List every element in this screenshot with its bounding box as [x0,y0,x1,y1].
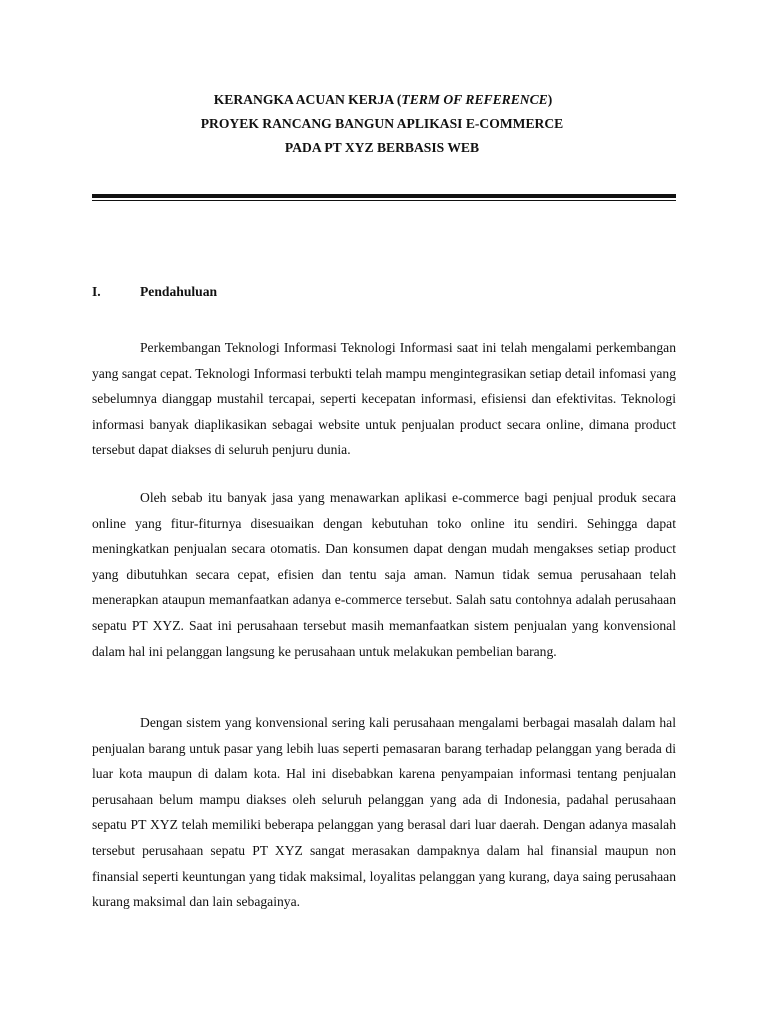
paragraph-2: Oleh sebab itu banyak jasa yang menawarkan aplikasi e-commerce bagi penjual produk secara online yang fitur-fiturnya disesuaikan dengan kebutuhan toko online itu sendiri. Sehingga dapat meningkatkan penjualan secara otomatis. Dan konsumen dapat dengan mudah mengakses setiap product yang dibutuhkan secara cepat, efisien dan tentu saja aman. Namun tidak semua perusahaan telah menerapkan ataupun memanfaatkan adanya e-commerce tersebut. Salah satu contohnya adalah perusahaan sepatu PT XYZ. Saat ini perusahaan tersebut masih memanfaatkan sistem penjualan yang konvensional dalam hal ini pelanggan langsung ke perusahaan untuk melakukan pembelian barang. [92,490,676,659]
title-line-2: PROYEK RANCANG BANGUN APLIKASI E-COMMERCE [200,116,564,131]
section-title: Pendahuluan [140,284,218,299]
section-number: I. [92,284,101,299]
title-line-1-italic: TERM OF REFERENCE [401,92,548,107]
paragraph-1: Perkembangan Teknologi Informasi Teknologi Informasi saat ini telah mengalami perkembangan yang sangat cepat. Teknologi Informasi terbukti telah mampu mengintegrasikan setiap detail infomasi yang sebelumnya dianggap mustahil tercapai, seperti kecepatan informasi, efisiensi dan efektivitas. Teknologi informasi banyak diaplikasikan sebagai website untuk penjualan product secara online, dimana product tersebut dapat diakses di seluruh penjuru dunia. [92,340,676,458]
title-divider-thin [92,200,676,201]
document-title [0,88,768,160]
paragraph-3: Dengan sistem yang konvensional sering kali perusahaan mengalami berbagai masalah dalam hal penjualan barang untuk pasar yang lebih luas seperti pemasaran barang terhadap pelanggan yang berada di luar kota maupun di dalam kota. Hal ini disebabkan karena penyampaian informasi tentang penjualan perusahaan belum mampu diakses oleh seluruh pelanggan yang ada di Indonesia, padahal perusahaan sepatu PT XYZ telah memiliki beberapa pelanggan yang berasal dari luar daerah. Dengan adanya masalah tersebut perusahaan sepatu PT XYZ sangat merasakan dampaknya dalam hal finansial maupun non finansial seperti keuntungan yang tidak maksimal, loyalitas pelanggan yang kurang, daya saing perusahaan kurang maksimal dan lain sebagainya. [92,715,676,910]
title-line-3: PADA PT XYZ BERBASIS WEB [284,140,480,155]
title-divider-thick [92,194,676,198]
title-line-1: KERANGKA ACUAN KERJA (TERM OF REFERENCE) [213,92,553,107]
